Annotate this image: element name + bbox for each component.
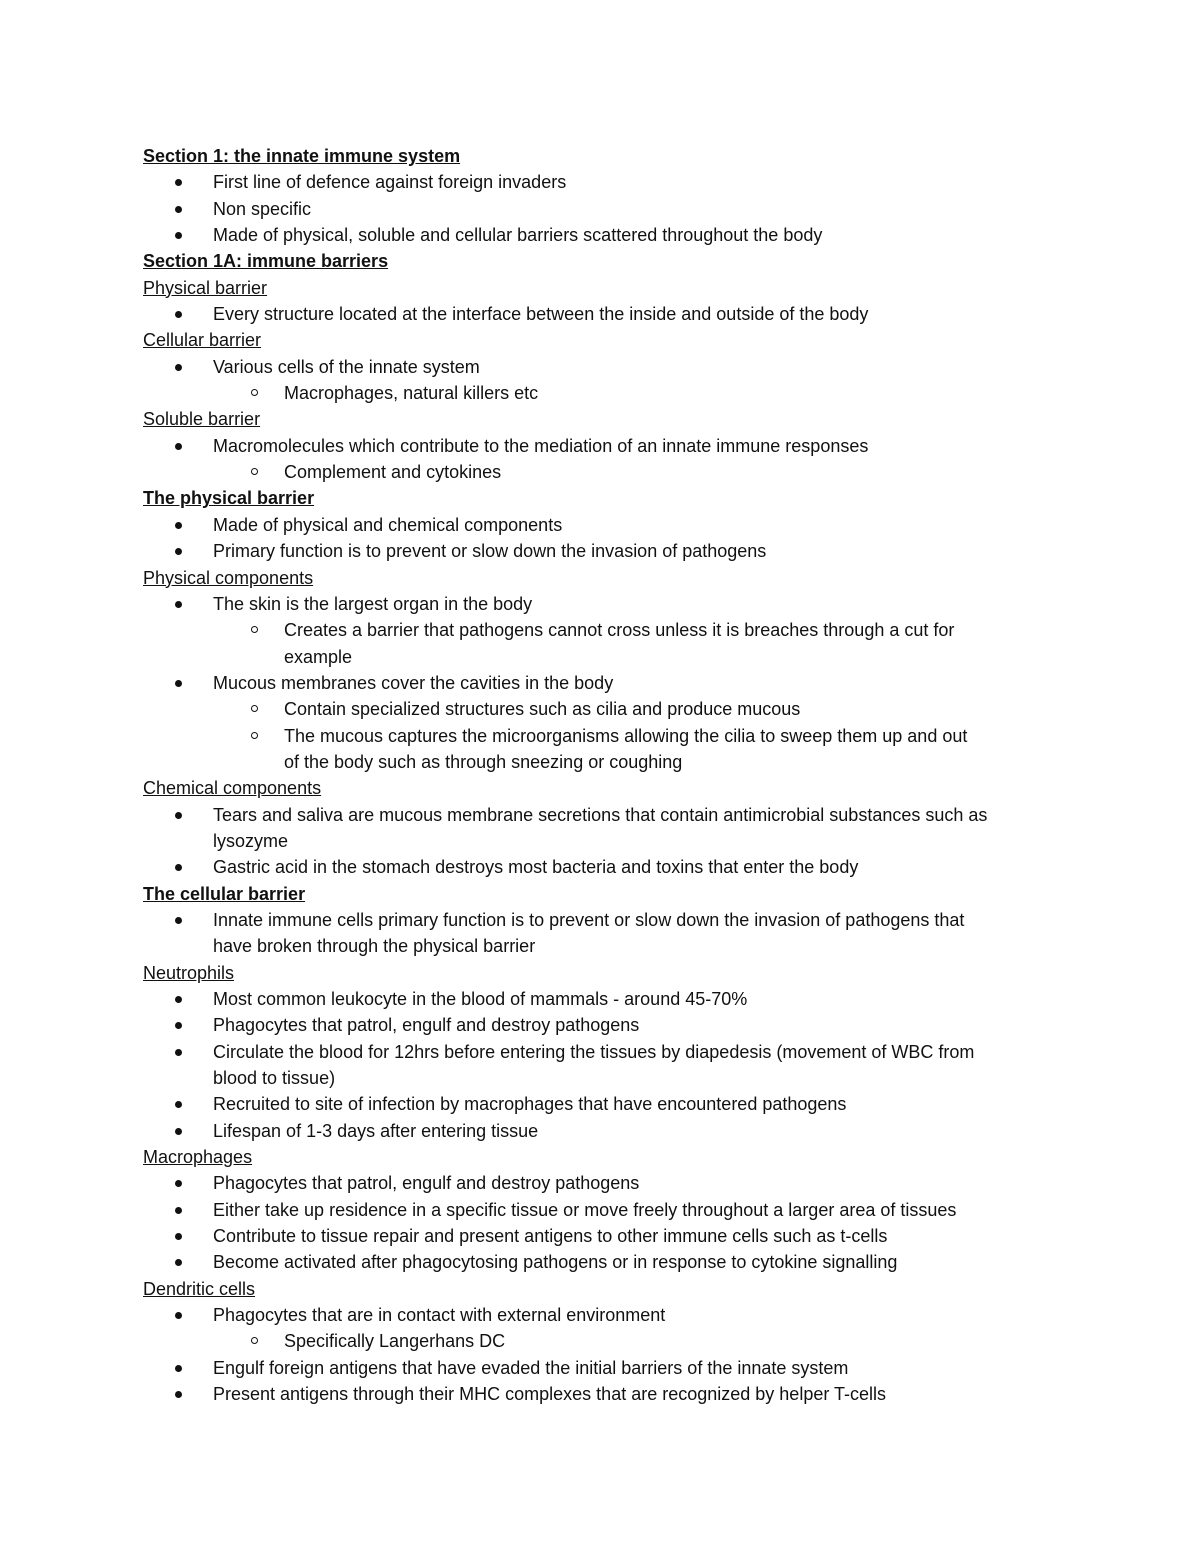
bullet-dot-icon	[175, 1365, 182, 1372]
bullet-circle-icon	[251, 705, 258, 712]
line-text: Present antigens through their MHC complexes that are recognized by helper T-cells	[213, 1384, 887, 1405]
bullet-dot-icon	[175, 548, 182, 555]
bullet-dot-icon	[175, 179, 182, 186]
bullet-item	[0, 591, 1200, 617]
line-text: Made of physical and chemical components	[213, 514, 563, 535]
bullet-item	[0, 433, 1200, 459]
bullet-item	[0, 354, 1200, 380]
line-text: Phagocytes that are in contact with external environment	[213, 1305, 666, 1326]
bullet-item	[0, 1170, 1200, 1196]
bullet-item	[0, 670, 1200, 696]
bullet-item	[0, 1091, 1200, 1117]
bullet-continuation	[0, 828, 1200, 854]
line-text: Become activated after phagocytosing pathogens or in response to cytokine signalling	[213, 1252, 898, 1273]
bullet-dot-icon	[175, 864, 182, 871]
line-text: Non specific	[213, 198, 312, 219]
bullet-item	[0, 301, 1200, 327]
line-text: The mucous captures the microorganisms allowing the cilia to sweep them up and out	[284, 725, 968, 746]
sub-bullet-item	[0, 459, 1200, 485]
bullet-item	[0, 1118, 1200, 1144]
bullet-dot-icon	[175, 1233, 182, 1240]
line-text: Neutrophils	[143, 962, 235, 983]
bullet-item	[0, 1249, 1200, 1275]
line-text: Recruited to site of infection by macrophages that have encountered pathogens	[213, 1094, 847, 1115]
line-text: Specifically Langerhans DC	[284, 1331, 506, 1352]
line-text: Dendritic cells	[143, 1278, 256, 1299]
sub-bullet-item	[0, 380, 1200, 406]
sub-bullet-item	[0, 696, 1200, 722]
line-text: Macrophages, natural killers etc	[284, 383, 539, 404]
bullet-item	[0, 854, 1200, 880]
bullet-item	[0, 1302, 1200, 1328]
bullet-dot-icon	[175, 522, 182, 529]
subsection-heading	[0, 775, 1200, 801]
section-heading	[0, 143, 1200, 169]
bullet-dot-icon	[175, 601, 182, 608]
line-text: Various cells of the innate system	[213, 356, 480, 377]
document-body	[0, 143, 1200, 1408]
bullet-dot-icon	[175, 443, 182, 450]
bullet-dot-icon	[175, 311, 182, 318]
line-text: Cellular barrier	[143, 330, 262, 351]
bullet-dot-icon	[175, 232, 182, 239]
line-text: Contribute to tissue repair and present antigens to other immune cells such as t-cells	[213, 1226, 888, 1247]
bullet-dot-icon	[175, 1049, 182, 1056]
line-text: Physical barrier	[143, 277, 268, 298]
bullet-continuation	[0, 644, 1200, 670]
line-text: Physical components	[143, 567, 314, 588]
bullet-item	[0, 1012, 1200, 1038]
section-heading	[0, 881, 1200, 907]
bullet-item	[0, 222, 1200, 248]
sub-bullet-item	[0, 617, 1200, 643]
line-text: Lifespan of 1-3 days after entering tissue	[213, 1120, 539, 1141]
bullet-circle-icon	[251, 389, 258, 396]
bullet-item	[0, 907, 1200, 933]
bullet-item	[0, 802, 1200, 828]
bullet-item	[0, 512, 1200, 538]
bullet-item	[0, 169, 1200, 195]
line-text: blood to tissue)	[213, 1068, 336, 1089]
line-text: Macrophages	[143, 1147, 253, 1168]
bullet-dot-icon	[175, 1180, 182, 1187]
line-text: Innate immune cells primary function is to prevent or slow down the invasion of pathogens that	[213, 909, 965, 930]
bullet-dot-icon	[175, 1259, 182, 1266]
bullet-item	[0, 1223, 1200, 1249]
bullet-dot-icon	[175, 1128, 182, 1135]
subsection-heading	[0, 406, 1200, 432]
line-text: Chemical components	[143, 778, 322, 799]
bullet-dot-icon	[175, 1391, 182, 1398]
bullet-dot-icon	[175, 1022, 182, 1029]
subsection-heading	[0, 327, 1200, 353]
line-text: Circulate the blood for 12hrs before entering the tissues by diapedesis (movement of WBC from	[213, 1041, 975, 1062]
bullet-dot-icon	[175, 364, 182, 371]
bullet-circle-icon	[251, 1337, 258, 1344]
bullet-circle-icon	[251, 732, 258, 739]
bullet-item	[0, 986, 1200, 1012]
subsection-heading	[0, 565, 1200, 591]
line-text: lysozyme	[213, 830, 289, 851]
line-text: Tears and saliva are mucous membrane secretions that contain antimicrobial substances such as	[213, 804, 988, 825]
subsection-heading	[0, 275, 1200, 301]
line-text: Primary function is to prevent or slow down the invasion of pathogens	[213, 541, 767, 562]
subsection-heading	[0, 960, 1200, 986]
bullet-circle-icon	[251, 468, 258, 475]
line-text: Made of physical, soluble and cellular barriers scattered throughout the body	[213, 225, 823, 246]
line-text: Phagocytes that patrol, engulf and destroy pathogens	[213, 1015, 640, 1036]
line-text: Section 1A: immune barriers	[143, 251, 389, 272]
bullet-dot-icon	[175, 812, 182, 819]
line-text: Section 1: the innate immune system	[143, 146, 461, 166]
line-text: Every structure located at the interface between the inside and outside of the body	[213, 304, 869, 325]
section-heading	[0, 248, 1200, 274]
line-text: Engulf foreign antigens that have evaded the initial barriers of the innate system	[213, 1357, 849, 1378]
bullet-item	[0, 1039, 1200, 1065]
bullet-circle-icon	[251, 626, 258, 633]
bullet-dot-icon	[175, 206, 182, 213]
line-text: The cellular barrier	[143, 883, 306, 904]
bullet-continuation	[0, 749, 1200, 775]
bullet-dot-icon	[175, 680, 182, 687]
section-heading	[0, 485, 1200, 511]
line-text: Gastric acid in the stomach destroys most bacteria and toxins that enter the body	[213, 857, 859, 878]
bullet-continuation	[0, 1065, 1200, 1091]
bullet-item	[0, 1197, 1200, 1223]
line-text: Macromolecules which contribute to the mediation of an innate immune responses	[213, 435, 869, 456]
bullet-dot-icon	[175, 1101, 182, 1108]
line-text: Complement and cytokines	[284, 462, 502, 483]
bullet-dot-icon	[175, 1207, 182, 1214]
line-text: Creates a barrier that pathogens cannot cross unless it is breaches through a cut for	[284, 620, 955, 641]
line-text: The physical barrier	[143, 488, 315, 509]
bullet-continuation	[0, 933, 1200, 959]
line-text: Soluble barrier	[143, 409, 261, 430]
subsection-heading	[0, 1276, 1200, 1302]
line-text: Most common leukocyte in the blood of mammals - around 45-70%	[213, 989, 748, 1009]
line-text: Phagocytes that patrol, engulf and destroy pathogens	[213, 1173, 640, 1194]
line-text: First line of defence against foreign invaders	[213, 172, 567, 193]
line-text: Contain specialized structures such as cilia and produce mucous	[284, 699, 801, 720]
subsection-heading	[0, 1144, 1200, 1170]
line-text: of the body such as through sneezing or coughing	[284, 751, 683, 772]
bullet-item	[0, 196, 1200, 222]
bullet-dot-icon	[175, 996, 182, 1003]
line-text: The skin is the largest organ in the body	[213, 593, 533, 614]
sub-bullet-item	[0, 723, 1200, 749]
bullet-item	[0, 1355, 1200, 1381]
line-text: Either take up residence in a specific tissue or move freely throughout a larger area of tissues	[213, 1199, 957, 1220]
bullet-item	[0, 538, 1200, 564]
line-text: example	[284, 646, 353, 667]
line-text: Mucous membranes cover the cavities in the body	[213, 672, 614, 693]
bullet-dot-icon	[175, 917, 182, 924]
bullet-item	[0, 1381, 1200, 1407]
sub-bullet-item	[0, 1328, 1200, 1354]
bullet-dot-icon	[175, 1312, 182, 1319]
line-text: have broken through the physical barrier	[213, 936, 536, 957]
